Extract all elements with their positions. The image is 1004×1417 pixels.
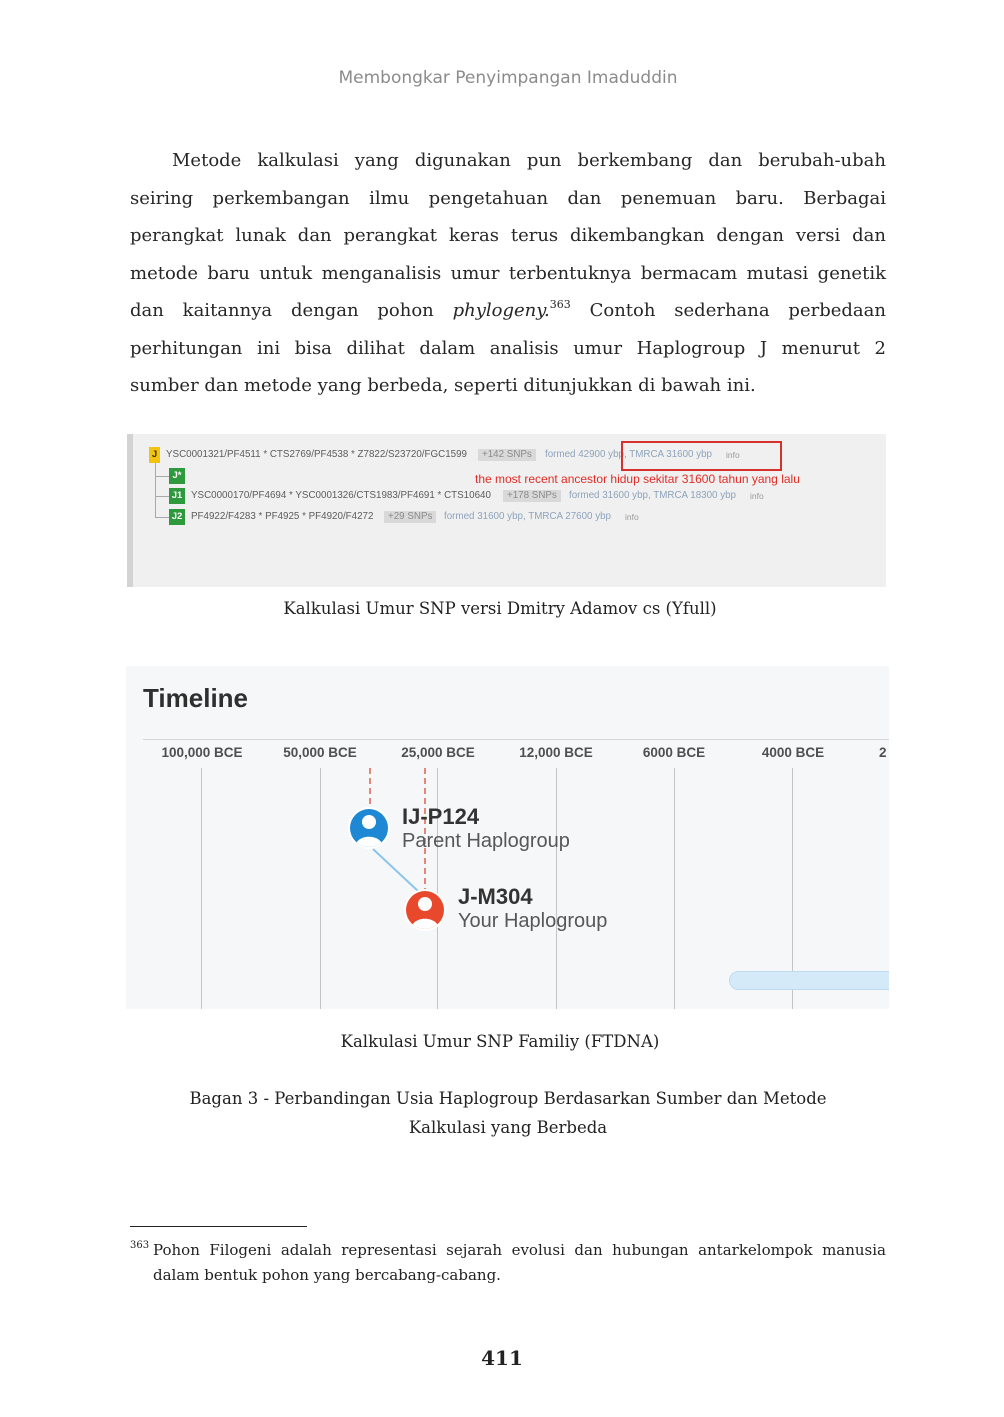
tree-trunk-line xyxy=(155,463,156,517)
axis-tick-label: 50,000 BCE xyxy=(283,745,357,760)
page-number: 411 xyxy=(481,1346,523,1370)
chart-caption xyxy=(130,1084,886,1142)
footnote-line: Pohon Filogeni adalah representasi sejarah evolusi dan hubungan antarkelompok manusia xyxy=(153,1241,886,1259)
info-link: info xyxy=(726,450,740,460)
age-estimate: formed 31600 ybp, TMRCA 27600 ybp xyxy=(444,511,612,522)
age-estimate: formed 42900 ybp, TMRCA 31600 ybp xyxy=(545,449,713,460)
paragraph-text: Contoh sederhana perbedaan xyxy=(589,300,886,321)
snp-names: YSC0000170/PF4694 * YSC0001326/CTS1983/PF4691 * CTS10640 xyxy=(191,490,491,501)
parent-haplogroup-role: Parent Haplogroup xyxy=(402,830,570,852)
user-haplogroup-name: J-M304 xyxy=(458,884,533,909)
tmrca-annotation: the most recent ancestor hidup sekitar 31600 tahun yang lalu xyxy=(475,472,800,486)
parent-avatar xyxy=(348,807,390,849)
snp-count-badge: +29 SNPs xyxy=(384,511,436,523)
timeline-range-bar xyxy=(729,971,889,990)
tree-branch-line xyxy=(155,517,169,518)
info-link: info xyxy=(750,491,764,501)
user-haplogroup-role: Your Haplogroup xyxy=(458,910,608,932)
snp-names: PF4922/F4283 * PF4925 * PF4920/F4272 xyxy=(191,511,374,522)
paragraph-line: perangkat lunak dan perangkat keras terus dikembangkan dengan versi dan xyxy=(130,225,886,246)
haplogroup-badge-j2: J2 xyxy=(169,509,185,525)
paragraph-line: metode baru untuk menganalisis umur terbentuknya bermacam mutasi genetik xyxy=(130,262,886,284)
haplogroup-badge-j-star: J* xyxy=(169,468,185,484)
info-link: info xyxy=(625,512,639,522)
footnote-line: dalam bentuk pohon yang bercabang-cabang. xyxy=(153,1266,501,1284)
figure-2-caption: Kalkulasi Umur SNP Familiy (FTDNA) xyxy=(340,1032,660,1051)
tree-branch-line xyxy=(155,476,169,477)
chart-caption-line: Bagan 3 - Perbandingan Usia Haplogroup Berdasarkan Sumber dan Metode xyxy=(189,1089,827,1108)
chart-caption-line: Kalkulasi yang Berbeda xyxy=(408,1118,608,1137)
axis-tick-label: 12,000 BCE xyxy=(519,745,593,760)
haplogroup-badge-j: J xyxy=(149,447,160,463)
axis-tick-label: 2 xyxy=(879,745,887,760)
footnote-reference: 363 xyxy=(549,298,571,311)
axis-tick-label: 4000 BCE xyxy=(761,745,825,760)
footnote-rule xyxy=(130,1226,307,1227)
paragraph-line xyxy=(130,292,886,330)
paragraph-text: dan kaitannya dengan pohon xyxy=(130,300,434,321)
snp-count-badge: +178 SNPs xyxy=(503,490,561,502)
timeline-title: Timeline xyxy=(143,683,249,713)
paragraph-line: sumber dan metode yang berbeda, seperti ditunjukkan di bawah ini. xyxy=(130,375,756,396)
yfull-tree-screenshot xyxy=(127,434,886,587)
snp-names: YSC0001321/PF4511 * CTS2769/PF4538 * Z7822/S23720/FGC1599 xyxy=(166,449,468,460)
figure-1-caption: Kalkulasi Umur SNP versi Dmitry Adamov cs (Yfull) xyxy=(283,599,717,618)
paragraph-line: seiring perkembangan ilmu pengetahuan dan penemuan baru. Berbagai xyxy=(130,187,886,209)
lineage-connector xyxy=(373,849,419,892)
axis-tick-label: 6000 BCE xyxy=(642,745,706,760)
screenshot-edge xyxy=(127,434,133,587)
axis-tick-label: 25,000 BCE xyxy=(401,745,475,760)
running-head: Membongkar Penyimpangan Imaduddin xyxy=(338,68,678,88)
term-phylogeny: phylogeny. xyxy=(452,300,550,321)
parent-haplogroup-name: IJ-P124 xyxy=(402,804,480,829)
footnote-text xyxy=(153,1238,886,1288)
snp-count-badge: +142 SNPs xyxy=(478,449,536,461)
haplogroup-badge-j1: J1 xyxy=(169,488,185,504)
age-estimate: formed 31600 ybp, TMRCA 18300 ybp xyxy=(569,490,737,501)
body-paragraph xyxy=(130,142,886,405)
ftdna-timeline-screenshot xyxy=(126,666,889,1009)
paragraph-line: perhitungan ini bisa dilihat dalam analisis umur Haplogroup J menurut 2 xyxy=(130,337,886,359)
user-avatar xyxy=(404,889,446,931)
axis-tick-label: 100,000 BCE xyxy=(161,745,243,760)
paragraph-line: Metode kalkulasi yang digunakan pun berkembang dan berubah-ubah xyxy=(172,150,886,171)
tree-branch-line xyxy=(155,496,169,497)
tmrca-highlight-box xyxy=(621,441,782,471)
footnote-number: 363 xyxy=(130,1240,150,1251)
